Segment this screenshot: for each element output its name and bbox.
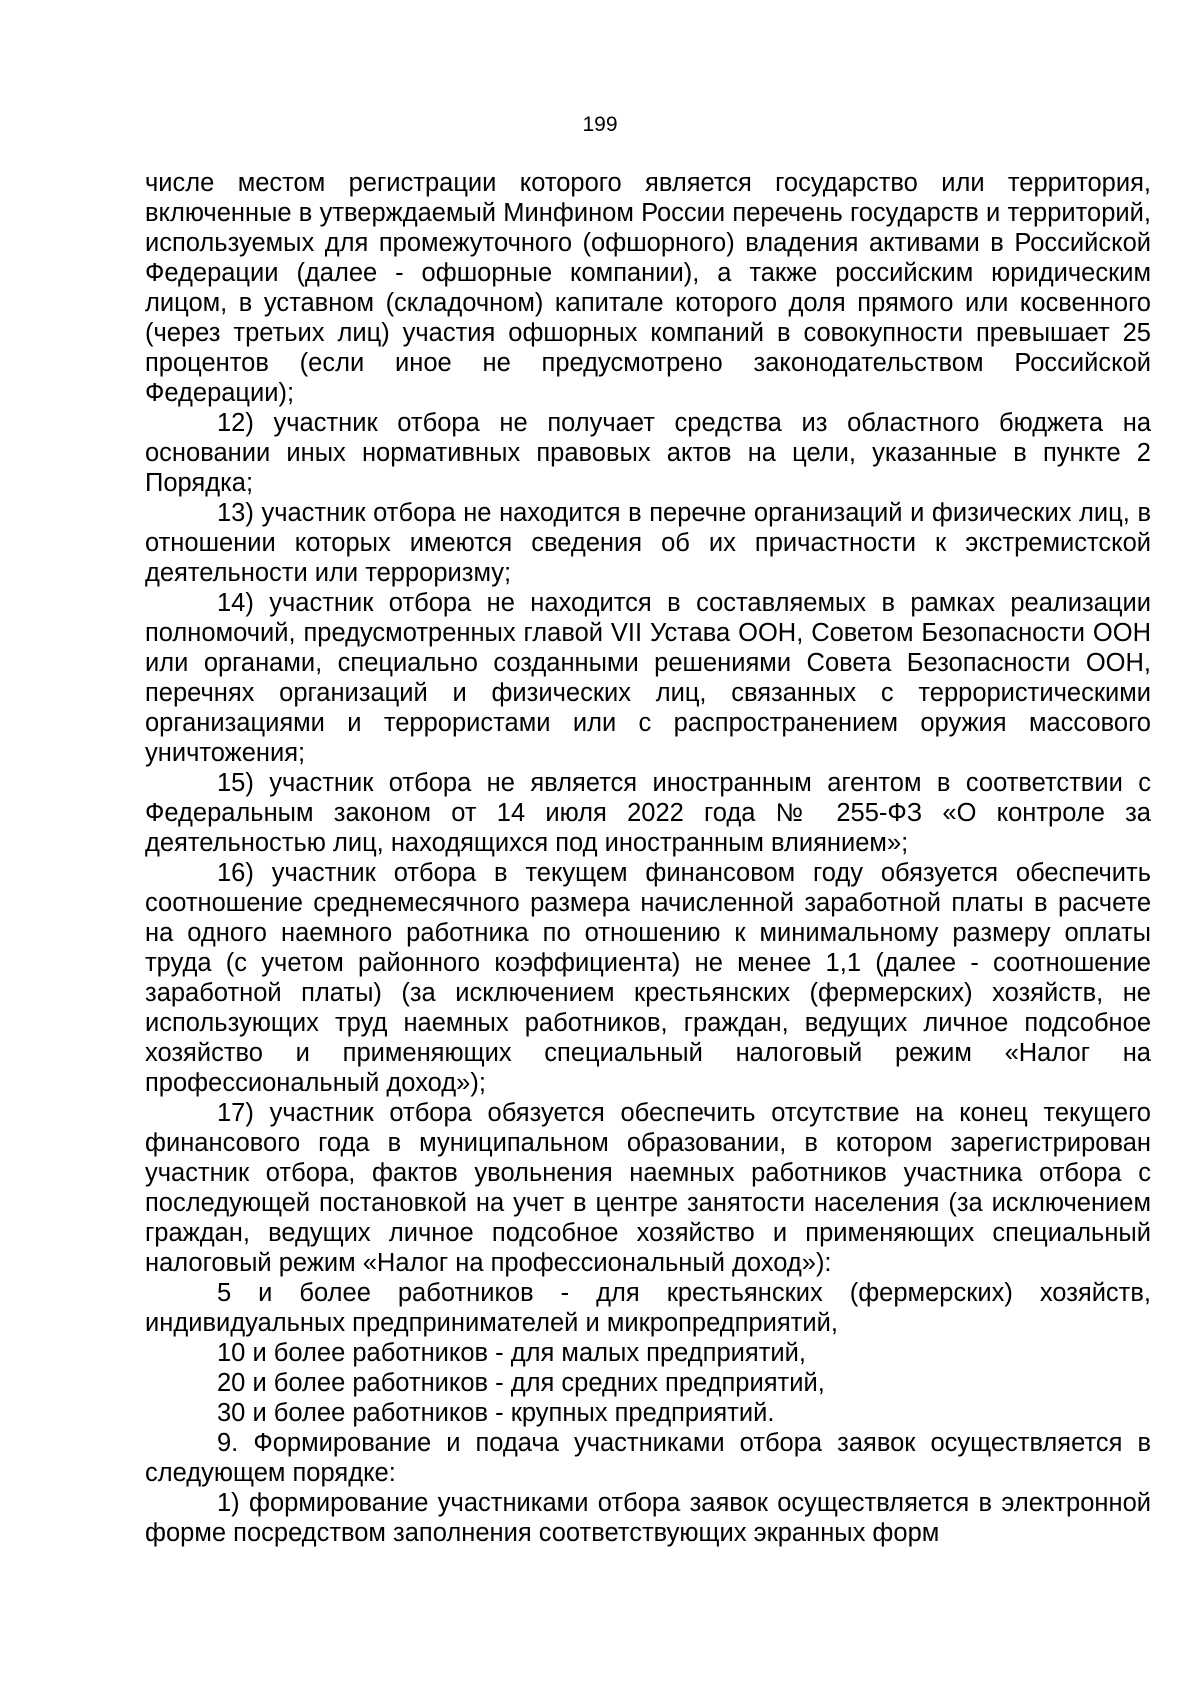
paragraph-workers-10: 10 и более работников - для малых предприятий,	[217, 1339, 806, 1367]
document-body	[145, 168, 1151, 1548]
paragraph-item-16: 16) участник отбора в текущем финансовом году обязуется обеспечить соотношение среднемесячного размера начисленной заработной платы в расчете на одного наемного работника по отношению к минимальному размеру оплаты труда (с учетом районного коэффициента) не менее 1,1 (далее - соотношение заработной платы) (за исключением крестьянских (фермерских) хозяйств, не использующих труд наемных работников, граждан, ведущих личное подсобное хозяйство и применяющих специальный налоговый режим «Налог на профессиональный доход»);	[145, 859, 1151, 1097]
paragraph-item-17: 17) участник отбора обязуется обеспечить отсутствие на конец текущего финансового года в муниципальном образовании, в котором зарегистрирован участник отбора, фактов увольнения наемных работников участника отбора с последующей постановкой на учет в центре занятости населения (за исключением граждан, ведущих личное подсобное хозяйство и применяющих специальный налоговый режим «Налог на профессиональный доход»):	[145, 1099, 1151, 1277]
paragraph-workers-5: 5 и более работников - для крестьянских (фермерских) хозяйств, индивидуальных предпринимателей и микропредприятий,	[145, 1279, 1151, 1337]
paragraph-item-14: 14) участник отбора не находится в составляемых в рамках реализации полномочий, предусмотренных главой VII Устава ООН, Советом Безопасности ООН или органами, специально созданными решениями Совета Безопасности ООН, перечнях организаций и физических лиц, связанных с террористическими организациями и террористами или с распространением оружия массового уничтожения;	[145, 589, 1151, 767]
paragraph-item-13: 13) участник отбора не находится в перечне организаций и физических лиц, в отношении которых имеются сведения об их причастности к экстремистской деятельности или терроризму;	[145, 499, 1151, 587]
paragraph-workers-20: 20 и более работников - для средних предприятий,	[217, 1369, 825, 1397]
paragraph-item-12: 12) участник отбора не получает средства из областного бюджета на основании иных нормативных правовых актов на цели, указанные в пункте 2 Порядка;	[145, 409, 1151, 497]
paragraph-item-15: 15) участник отбора не является иностранным агентом в соответствии с Федеральным законом от 14 июля 2022 года № 255-ФЗ «О контроле за деятельностью лиц, находящихся под иностранным влиянием»;	[145, 769, 1151, 857]
page-number: 199	[582, 113, 618, 136]
paragraph-continuation: числе местом регистрации которого является государство или территория, включенные в утверждаемый Минфином России перечень государств и территорий, используемых для промежуточного (офшорного) владения активами в Российской Федерации (далее - офшорные компании), а также российским юридическим лицом, в уставном (складочном) капитале которого доля прямого или косвенного (через третьих лиц) участия офшорных компаний в совокупности превышает 25 процентов (если иное не предусмотрено законодательством Российской Федерации);	[145, 169, 1151, 407]
paragraph-section-9: 9. Формирование и подача участниками отбора заявок осуществляется в следующем порядке:	[145, 1429, 1151, 1487]
paragraph-section-9-item-1: 1) формирование участниками отбора заявок осуществляется в электронной форме посредством заполнения соответствующих экранных форм	[145, 1489, 1151, 1547]
paragraph-workers-30: 30 и более работников - крупных предприятий.	[217, 1399, 775, 1427]
